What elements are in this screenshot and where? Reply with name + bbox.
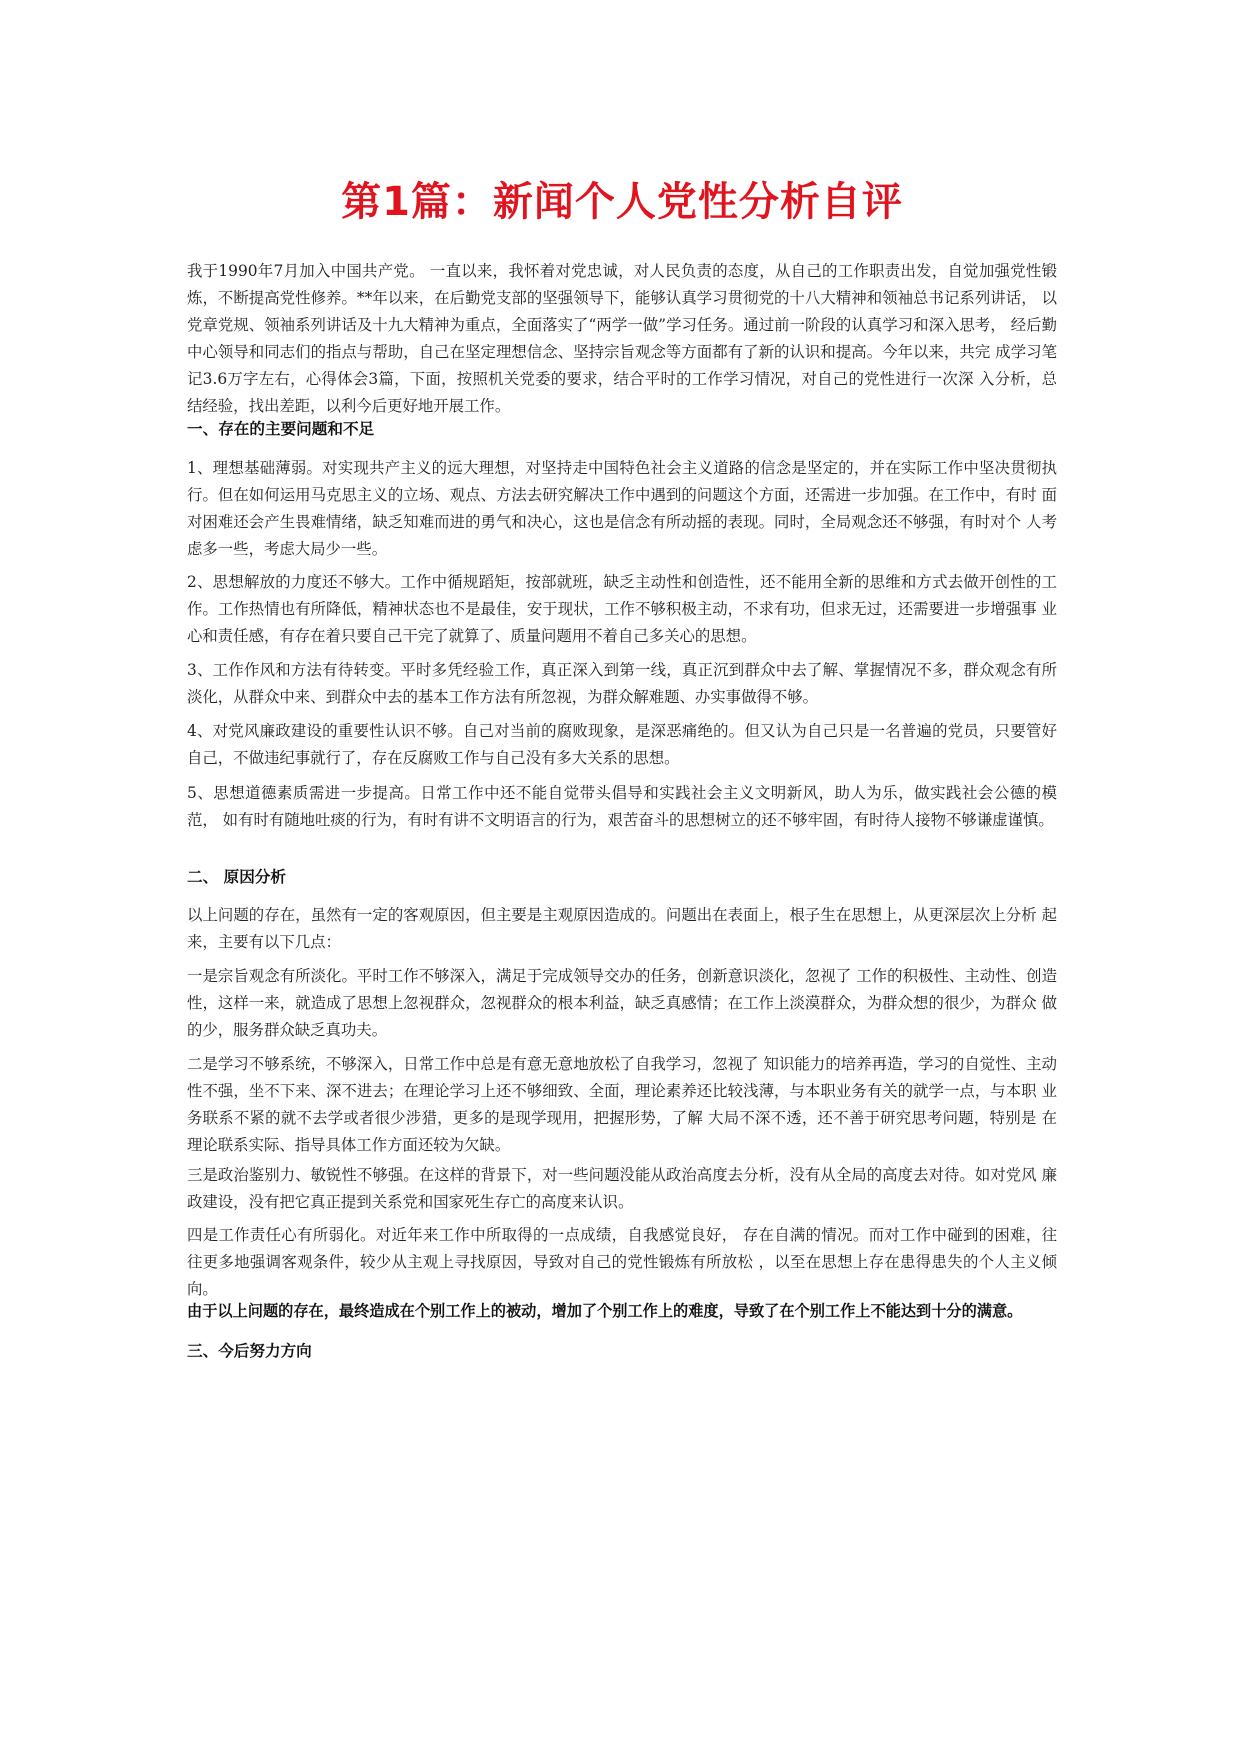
section1-item-2: 2、思想解放的力度还不够大。工作中循规蹈矩，按部就班，缺乏主动性和创造性，还不能用全新的思维和方式去做开创性的工 作。工作热情也有所降低，精神状态也不是最佳，安于现状，工作不够积极主动，不求有功，但求无过，还需要进一步增强事 业心和责任感，有存在着只要自己干完了就算了、质量问题用不着自己多关心的思想。 <box>187 573 1057 645</box>
document-title: 第1篇：新闻个人党性分析自评 <box>341 179 903 225</box>
section1-heading: 一、存在的主要问题和不足 <box>187 420 375 438</box>
section1-item-4: 4、对党风廉政建设的重要性认识不够。自己对当前的腐败现象，是深恶痛绝的。但又认为自己只是一名普遍的党员，只要管好 自己，不做违纪事就行了，存在反腐败工作与自己没有多大关系的思想。 <box>187 722 1057 767</box>
section2-intro: 以上问题的存在，虽然有一定的客观原因，但主要是主观原因造成的。问题出在表面上，根子生在思想上，从更深层次上分析 起来，主要有以下几点： <box>187 906 1057 951</box>
section3-heading: 三、今后努力方向 <box>187 1342 312 1360</box>
section2-item-2: 二是学习不够系统，不够深入，日常工作中总是有意无意地放松了自我学习，忽视了 知识能力的培养再造，学习的自觉性、主动性不强，坐不下来、深不进去；在理论学习上还不够细致、全面，理论素养还比较浅薄，与本职业务有关的就学一点，与本职 业务联系不紧的就不去学或者很少涉猎，更多的是现学现用，把握形势，了解 大局不深不透，还不善于研究思考问题，特别是 在理论联系实际、指导具体工作方面还较为欠缺。 <box>187 1055 1057 1154</box>
section1-item-3: 3、工作作风和方法有待转变。平时多凭经验工作，真正深入到第一线，真正沉到群众中去了解、掌握情况不多，群众观念有所 淡化，从群众中来、到群众中去的基本工作方法有所忽视，为群众解难题、办实事做得不够。 <box>187 661 1057 706</box>
section2-heading: 二、 原因分析 <box>187 868 286 886</box>
section2-item-3: 三是政治鉴别力、敏锐性不够强。在这样的背景下，对一些问题没能从政治高度去分析，没有从全局的高度去对待。如对党风 廉政建设，没有把它真正提到关系党和国家死生存亡的高度来认识。 <box>187 1166 1057 1211</box>
section1-item-5: 5、思想道德素质需进一步提高。日常工作中还不能自觉带头倡导和实践社会主义文明新风，助人为乐，做实践社会公德的模范， 如有时有随地吐痰的行为，有时有讲不文明语言的行为，艰苦奋斗的思想树立的还不够牢固，有时待人接物不够谦虚谨慎。 <box>187 784 1057 829</box>
section2-conclusion: 由于以上问题的存在，最终造成在个别工作上的被动，增加了个别工作上的难度，导致了在个别工作上不能达到十分的满意。 <box>187 1302 1023 1320</box>
intro-paragraph: 我于1990年7月加入中国共产党。 一直以来，我怀着对党忠诚，对人民负责的态度，从自己的工作职责出发，自觉加强党性锻 炼，不断提高党性修养。**年以来，在后勤党支部的坚强领导下，能够认真学习贯彻党的十八大精神和领袖总书记系列讲话， 以党章党规、领袖系列讲话及十九大精神为重点，全面落实了“两学一做”学习任务。通过前一阶段的认真学习和深入思考， 经后勤中心领导和同志们的指点与帮助，自己在坚定理想信念、坚持宗旨观念等方面都有了新的认识和提高。今年以来，共完 成学习笔记3.6万字左右，心得体会3篇，下面，按照机关党委的要求，结合平时的工作学习情况，对自己的党性进行一次深 入分析，总结经验，找出差距，以利今后更好地开展工作。 <box>187 262 1057 415</box>
section1-item-1: 1、理想基础薄弱。对实现共产主义的远大理想，对坚持走中国特色社会主义道路的信念是坚定的，并在实际工作中坚决贯彻执 行。但在如何运用马克思主义的立场、观点、方法去研究解决工作中遇到的问题这个方面，还需进一步加强。在工作中，有时 面对困难还会产生畏难情绪，缺乏知难而进的勇气和决心，这也是信念有所动摇的表现。同时，全局观念还不够强，有时对个 人考虑多一些，考虑大局少一些。 <box>187 459 1057 558</box>
section2-item-4: 四是工作责任心有所弱化。对近年来工作中所取得的一点成绩，自我感觉良好， 存在自满的情况。而对工作中碰到的困难，往 往更多地强调客观条件，较少从主观上寻找原因，导致对自己的党性锻炼有所放松 ，以至在思想上存在患得患失的个人主义倾 向。 <box>187 1226 1057 1298</box>
section2-item-1: 一是宗旨观念有所淡化。平时工作不够深入，满足于完成领导交办的任务，创新意识淡化，忽视了 工作的积极性、主动性、创造性，这样一来，就造成了思想上忽视群众，忽视群众的根本利益，缺乏真感情；在工作上淡漠群众，为群众想的很少，为群众 做的少，服务群众缺乏真功夫。 <box>187 967 1057 1039</box>
